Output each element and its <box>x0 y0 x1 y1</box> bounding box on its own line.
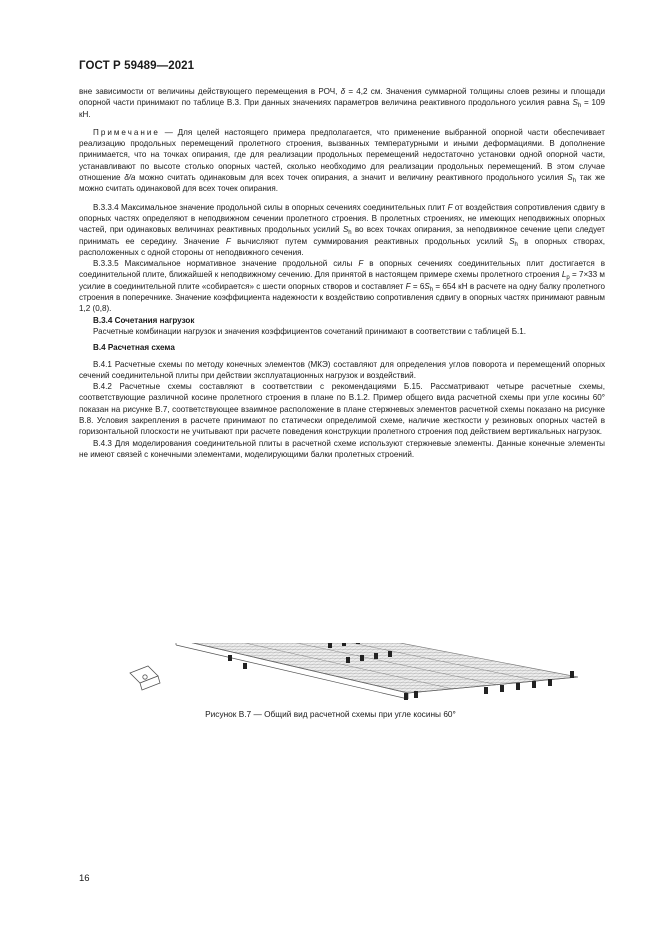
paragraph-b43: В.4.3 Для моделирования соединительной плиты в расчетной схеме используют стержневые элементы. Данные конечные элементы не имеют связей с конечными элементами, моделирующими балки пролетных строений. <box>79 438 605 459</box>
heading-b34: В.3.4 Сочетания нагрузок <box>93 315 195 325</box>
deck-mesh <box>176 643 578 699</box>
note-paragraph: Примечание — Для целей настоящего примера предполагается, что применение выбранной опорной части обеспечивает реализацию продольных перемещений пролетного строения, вызванных температурными и иными деформациями. В дополнение принимается, что на точках опирания, где для реализации продольных перемещений недостаточно установки одной опорной части, устанавливают по высоте столько опорных частей, сколько необходимо для реализации продольных перемещений. В этом случае отношение δ/a можно считать одинаковым для всех точек опирания, а значит и величину реактивного продольного усилия $S_h$ так же можно считать одинаковой для всех точек опирания. <box>79 127 605 194</box>
page-body <box>79 86 605 460</box>
paragraph-b335: В.3.3.5 Максимальное нормативное значение продольной силы F в опорных сечениях соединительных плит достигается в соединительной плите, ближайшей к неподвижному сечению. Для принятой в настоящем примере схемы пролетного строения $L_p = 7\times 33$ м усилие в соединительной плите «собирается» с шести опорных створов и составляет $F = 6S_h = 654$ кН в расчете на одну балку пролетного строения в поперечнике. Значение коэффициента надежности к воздействию сопротивления сдвигу в опорных частях принимают равным 1,2 (0,8). <box>79 259 605 314</box>
paragraph-reaction-force: вне зависимости от величины действующего перемещения в РОЧ, δ = 4,2 см. Значения суммарной толщины слоев резины и площади опорной части принимают по таблице В.3. При данных значениях параметров величина реактивного продольного усилия равна $S_h = 109$ кН. <box>79 87 605 119</box>
axes-orientation-icon <box>130 666 160 690</box>
paragraph-b41: В.4.1 Расчетные схемы по методу конечных элементов (МКЭ) составляют для определения углов поворота и перемещений опорных сечений соединительной плиты при действии эксплуатационных нагрузок и воздействий. <box>79 359 605 380</box>
paragraph-b34: Расчетные комбинации нагрузок и значения коэффициентов сочетаний принимают в соответствии с таблицей Б.1. <box>93 326 527 336</box>
page-number: 16 <box>79 873 90 884</box>
document-header: ГОСТ Р 59489—2021 <box>79 60 195 72</box>
heading-b4: В.4 Расчетная схема <box>93 343 175 353</box>
figure-caption: Рисунок В.7 — Общий вид расчетной схемы при угле косины 60° <box>205 709 456 719</box>
figure-fem-scheme <box>118 643 578 733</box>
paragraph-b334: В.3.3.4 Максимальное значение продольной силы в опорных сечениях соединительных плит F от воздействия сопротивления сдвигу в опорных частях определяют в неподвижном сечении пролетного строения. В пролетных строениях, не имеющих неподвижных опорных частей, при одинаковых величинах реактивных продольных усилий $S_h$ во всех точках опирания, за неподвижное сечение цепи следует принимать ее середину. Значение F вычисляют путем суммирования реактивных продольных усилий $S_h$ в опорных створах, расположенных с одной стороны от неподвижного сечения. <box>79 202 606 257</box>
paragraph-b42: В.4.2 Расчетные схемы составляют в соответствии с рекомендациями Б.15. Рассматривают четыре расчетные схемы, соответствующие различной косине пролетного строения в плане по В.1.2. Пример общего вида расчетной схемы при угле косины 60° показан на рисунке В.7, соответствующее взаимное расположение в плане стержневых элементов расчетной схемы показано на рисунке В.8. Условия закрепления в расчете принимают по статически определимой схеме, наличие жесткости у резиновых опорных частей в горизонтальной плоскости не учитывают при расчете поведения конструкции пролетного строения под действием вертикальных нагрузок. <box>79 382 605 437</box>
